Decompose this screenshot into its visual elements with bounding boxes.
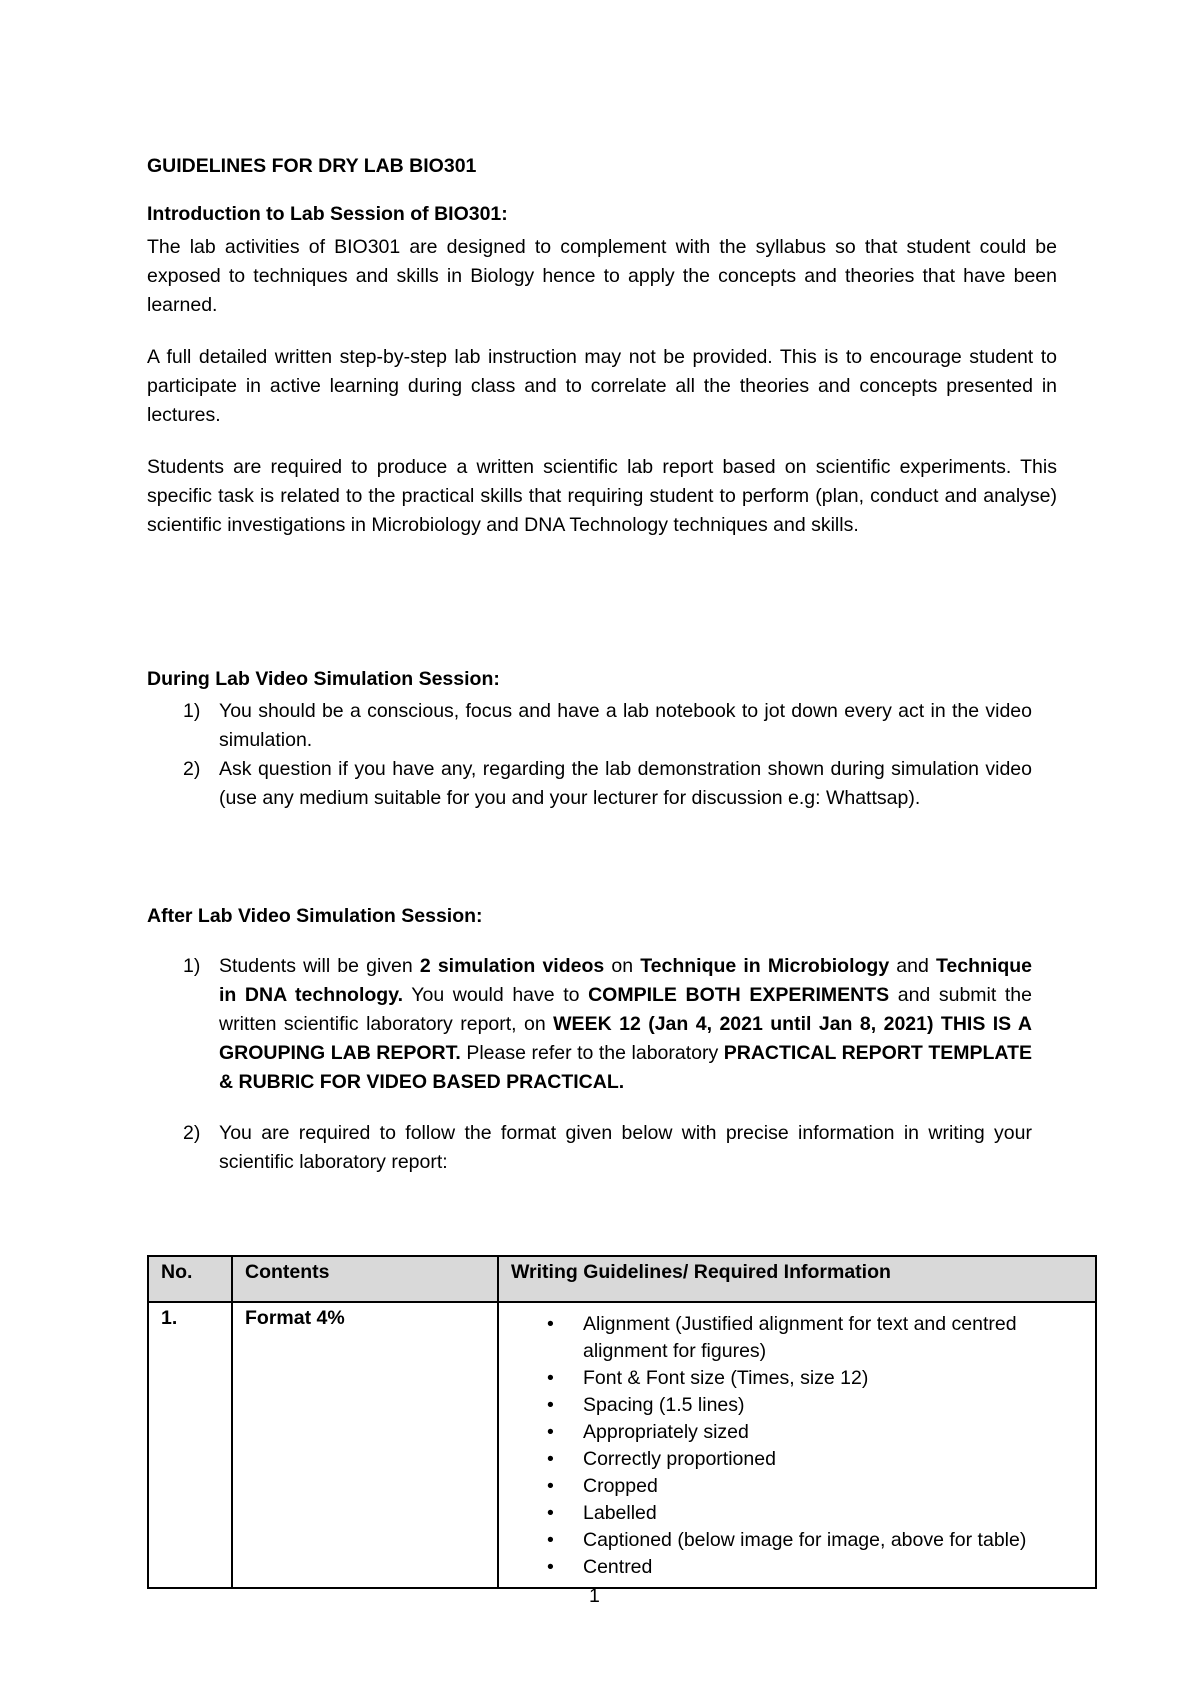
row-content: Format 4% [232,1302,498,1588]
list-item [147,755,1032,813]
list-item [147,952,1032,1097]
intro-paragraph-3: Students are required to produce a written scientific lab report based on scientific experiments. This specific task is related to the practical skills that requiring student to perform (plan, conduct and analyse) scientific investigations in Microbiology and DNA Technology techniques and skills. [147,456,1057,536]
after-heading: After Lab Video Simulation Session: [147,905,483,927]
list-text: You would have to [403,984,589,1006]
bold-text: PRACTICAL REPORT TEMPLATE & RUBRIC FOR VIDEO BASED PRACTICAL. [219,1042,1032,1093]
list-item [147,1119,1032,1177]
list-number: 1) [183,955,201,977]
header-no: No. [148,1256,232,1302]
bold-text: Technique in Microbiology [640,955,890,977]
bullet-item: • Appropriately sized [583,1419,1083,1446]
list-text: and submit the written scientific laboratory report, on [219,984,1032,1035]
intro-paragraph-1: The lab activities of BIO301 are designed to complement with the syllabus so that student could be exposed to techniques and skills in Biology hence to apply the concepts and theories that have been learned. [147,236,1057,316]
bullet-item: • Spacing (1.5 lines) [583,1392,1083,1419]
list-text: and [889,955,936,977]
list-text: on [604,955,641,977]
list-text: Ask question if you have any, regarding the lab demonstration shown during simulation video (use any medium suitable for you and your lecturer for discussion e.g: Whattsap). [219,758,1032,809]
during-list [147,697,1032,813]
list-text: You are required to follow the format given below with precise information in writing your scientific laboratory report: [219,1122,1032,1173]
bullet-item: • Labelled [583,1500,1083,1527]
list-item [147,697,1032,755]
list-number: 2) [183,1122,201,1144]
guideline-bullets [511,1311,1083,1581]
table-header-row [148,1256,1096,1302]
list-spacer [147,1097,1032,1119]
bold-text: WEEK 12 (Jan 4, 2021 until Jan 8, 2021) THIS IS A GROUPING LAB REPORT. [219,1013,1032,1064]
list-number: 1) [183,700,201,722]
table-row [148,1302,1096,1588]
bold-text: COMPILE BOTH EXPERIMENTS [588,984,890,1006]
bullet-item: • Captioned (below image for image, above for table) [583,1527,1083,1554]
header-contents: Contents [232,1256,498,1302]
during-heading: During Lab Video Simulation Session: [147,668,500,690]
intro-paragraph-2: A full detailed written step-by-step lab instruction may not be provided. This is to encourage student to participate in active learning during class and to correlate all the theories and concepts presented in lectures. [147,346,1057,426]
page-number: 1 [589,1585,600,1607]
after-list [147,952,1032,1177]
intro-heading: Introduction to Lab Session of BIO301: [147,203,508,225]
bullet-item: • Centred [583,1554,1083,1581]
list-number: 2) [183,758,201,780]
row-guidelines [498,1302,1096,1588]
document-title: GUIDELINES FOR DRY LAB BIO301 [147,155,477,177]
header-guidelines: Writing Guidelines/ Required Information [498,1256,1096,1302]
bullet-item: • Correctly proportioned [583,1446,1083,1473]
bullet-item: • Cropped [583,1473,1083,1500]
bold-text: 2 simulation videos [419,955,605,977]
bullet-item: • Alignment (Justified alignment for text and centred alignment for figures) [583,1311,1083,1365]
bullet-item: • Font & Font size (Times, size 12) [583,1365,1083,1392]
list-text: Please refer to the laboratory [460,1042,724,1064]
list-text: You should be a conscious, focus and have a lab notebook to jot down every act in the video simulation. [219,700,1032,751]
format-table [147,1255,1097,1589]
bold-text: Technique in DNA technology. [219,955,1033,1006]
list-text: Students will be given [219,955,420,977]
row-number: 1. [148,1302,232,1588]
